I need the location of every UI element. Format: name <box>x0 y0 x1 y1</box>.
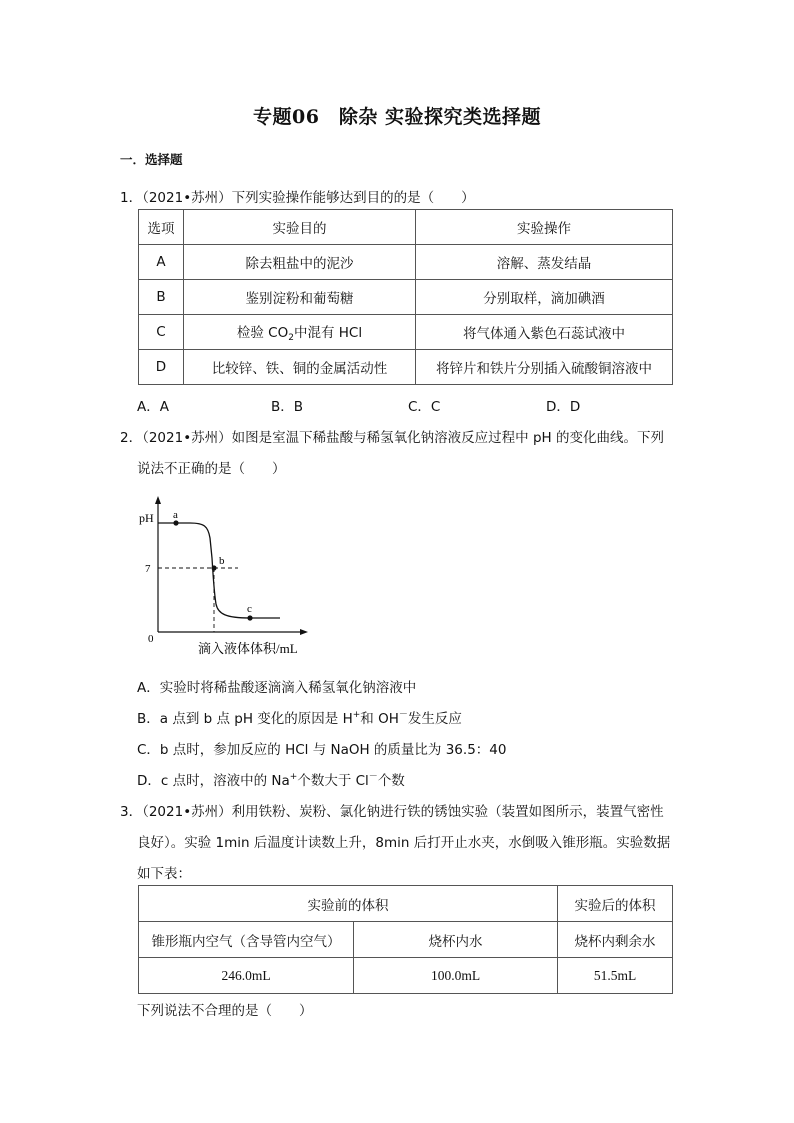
value-beaker-water: 100.0mL <box>354 958 558 994</box>
superscript: + <box>289 772 298 782</box>
section-heading: 一．选择题 <box>120 152 183 167</box>
question-1-choice-d: D．D <box>546 399 581 415</box>
point-c-label: c <box>247 603 252 615</box>
question-2-choice-a: A．实验时将稀盐酸逐滴滴入稀氢氧化钠溶液中 <box>137 680 417 696</box>
origin-label: 0 <box>148 633 154 645</box>
point-b <box>211 565 216 570</box>
point-c <box>247 615 252 620</box>
y-axis-arrow <box>155 496 161 504</box>
row-option: C <box>139 315 184 350</box>
question-2-choice-d <box>137 769 405 789</box>
goal-text-pre: 检验 CO <box>236 325 289 341</box>
row-goal: 除去粗盐中的泥沙 <box>184 245 416 280</box>
question-1-table <box>138 209 673 385</box>
row-operation: 溶解、蒸发结晶 <box>416 245 673 280</box>
question-1-choice-a: A．A <box>137 399 169 415</box>
value-remaining-water: 51.5mL <box>558 958 673 994</box>
point-a-label: a <box>173 509 178 521</box>
subheader-flask-air: 锥形瓶内空气（含导管内空气） <box>139 922 354 958</box>
x-axis-label: 滴入液体体积/mL <box>198 641 298 656</box>
x-axis-arrow <box>300 629 308 635</box>
table-subheader-row <box>139 922 673 958</box>
subheader-remaining-water: 烧杯内剩余水 <box>558 922 673 958</box>
choice-d-text-mid: 个数大于 Cl <box>297 773 369 789</box>
header-after-experiment: 实验后的体积 <box>558 886 673 922</box>
page-title: 专题06 除杂 实验探究类选择题 <box>252 106 542 128</box>
question-2-choice-c: C．b 点时，参加反应的 HCl 与 NaOH 的质量比为 36.5：40 <box>137 742 507 758</box>
row-option: B <box>139 280 184 315</box>
row-goal: 鉴别淀粉和葡萄糖 <box>184 280 416 315</box>
superscript: － <box>368 772 378 782</box>
ph-curve <box>158 523 280 618</box>
table-row <box>139 280 673 315</box>
value-flask-air: 246.0mL <box>139 958 354 994</box>
row-operation: 分别取样，滴加碘酒 <box>416 280 673 315</box>
y-axis-label: pH <box>139 511 154 525</box>
row-operation: 将气体通入紫色石蕊试液中 <box>416 315 673 350</box>
ph-curve-figure <box>130 490 320 660</box>
question-3-stem-line-1: 3．（2021•苏州）利用铁粉、炭粉、氯化钠进行铁的锈蚀实验（装置如图所示，装置气密性 <box>120 804 664 820</box>
header-goal: 实验目的 <box>184 210 416 245</box>
goal-text-post: 中混有 HCl <box>293 325 363 341</box>
choice-b-text-pre: B．a 点到 b 点 pH 变化的原因是 H <box>137 711 353 727</box>
table-header-row <box>139 886 673 922</box>
table-row <box>139 315 673 350</box>
tick-label-7: 7 <box>145 563 151 575</box>
question-3-prompt: 下列说法不合理的是（ ） <box>137 1003 313 1019</box>
table-row <box>139 350 673 385</box>
subscript: 2 <box>288 333 294 343</box>
question-2-stem-line-2: 说法不正确的是（ ） <box>137 461 286 477</box>
table-row <box>139 958 673 994</box>
question-2-stem-line-1: 2．（2021•苏州）如图是室温下稀盐酸与稀氢氧化钠溶液反应过程中 pH 的变化曲线。下列 <box>120 430 664 446</box>
question-1-choice-b: B．B <box>271 399 304 415</box>
header-option: 选项 <box>139 210 184 245</box>
question-2-choice-b <box>137 707 462 727</box>
choice-d-text-post: 个数 <box>377 773 405 789</box>
row-option: D <box>139 350 184 385</box>
question-1-choice-c: C．C <box>408 399 441 415</box>
question-1-stem: 1．（2021•苏州）下列实验操作能够达到目的的是（ ） <box>120 190 475 206</box>
table-header-row <box>139 210 673 245</box>
superscript: + <box>352 710 361 720</box>
choice-b-text-post: 发生反应 <box>407 711 462 727</box>
question-3-table <box>138 885 673 994</box>
superscript: － <box>398 710 408 720</box>
row-goal: 比较锌、铁、铜的金属活动性 <box>184 350 416 385</box>
table-row <box>139 245 673 280</box>
point-a <box>173 520 178 525</box>
question-3-stem-line-3: 如下表： <box>137 866 191 882</box>
point-b-label: b <box>219 555 225 567</box>
header-before-experiment: 实验前的体积 <box>139 886 558 922</box>
row-option: A <box>139 245 184 280</box>
subheader-beaker-water: 烧杯内水 <box>354 922 558 958</box>
row-operation: 将锌片和铁片分别插入硫酸铜溶液中 <box>416 350 673 385</box>
row-goal <box>184 315 416 350</box>
header-operation: 实验操作 <box>416 210 673 245</box>
choice-d-text-pre: D．c 点时，溶液中的 Na <box>137 773 290 789</box>
question-3-stem-line-2: 良好）。实验 1min 后温度计读数上升，8min 后打开止水夹，水倒吸入锥形瓶。实验数据 <box>137 835 671 851</box>
choice-b-text-mid: 和 OH <box>360 711 399 727</box>
